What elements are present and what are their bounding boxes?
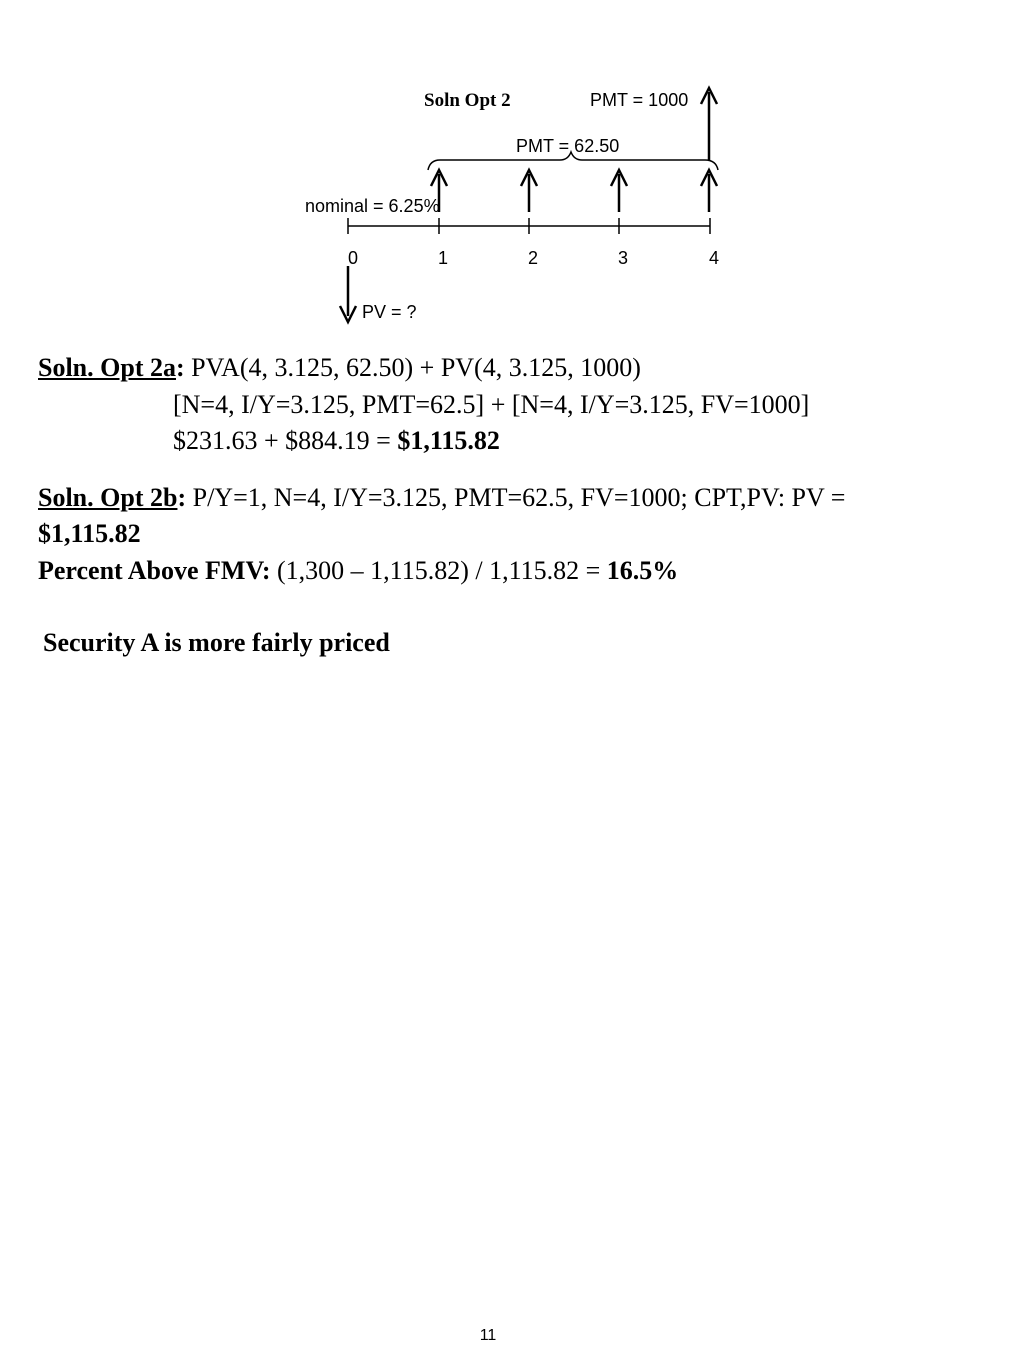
page-number: 11 — [479, 1327, 497, 1344]
percent-above-result: 16.5% — [606, 556, 679, 585]
opt2a-result: $1,115.82 — [397, 426, 500, 455]
opt2b-result: $1,115.82 — [38, 519, 141, 548]
conclusion: Security A is more fairly priced — [43, 628, 390, 657]
percent-above-formula: (1,300 – 1,115.82) / 1,115.82 = — [270, 556, 607, 585]
opt2b-formula: P/Y=1, N=4, I/Y=3.125, PMT=62.5, FV=1000; CPT,PV: PV = — [186, 483, 846, 512]
opt2a-sum: $231.63 + $884.19 = — [173, 426, 398, 455]
nominal-rate-label: nominal = 6.25% — [305, 196, 440, 216]
coupon-brace — [428, 152, 718, 170]
coupon-arrow-2 — [521, 170, 537, 212]
period-label-1: 1 — [438, 248, 449, 268]
opt2a-line-2: [N=4, I/Y=3.125, PMT=62.5] + [N=4, I/Y=3.125, FV=1000] — [173, 390, 810, 419]
period-label-0: 0 — [348, 248, 359, 268]
coupon-arrow-3 — [611, 170, 627, 212]
opt2a-heading: Soln. Opt 2a — [38, 353, 176, 382]
pmt-final-label: PMT = 1000 — [590, 90, 689, 110]
opt2b-colon: : — [177, 483, 187, 512]
opt2a-line-3 — [173, 423, 500, 459]
period-label-2: 2 — [528, 248, 539, 268]
pmt-coupon-label: PMT = 62.50 — [516, 136, 620, 156]
opt2a-line-1 — [38, 350, 641, 386]
percent-above-label: Percent Above FMV: — [38, 556, 271, 585]
period-label-3: 3 — [618, 248, 629, 268]
coupon-arrow-4 — [701, 170, 717, 212]
opt2b-heading: Soln. Opt 2b — [38, 483, 178, 512]
timeline-title: Soln Opt 2 — [424, 90, 511, 111]
opt2a-colon: : — [176, 353, 185, 382]
cash-flow-timeline — [0, 0, 1024, 340]
period-label-4: 4 — [709, 248, 720, 268]
opt2a-formula: PVA(4, 3.125, 62.50) + PV(4, 3.125, 1000) — [184, 353, 641, 382]
pv-label: PV = ? — [362, 302, 417, 322]
percent-above-line — [38, 553, 678, 589]
opt2b-line-1 — [38, 480, 845, 516]
